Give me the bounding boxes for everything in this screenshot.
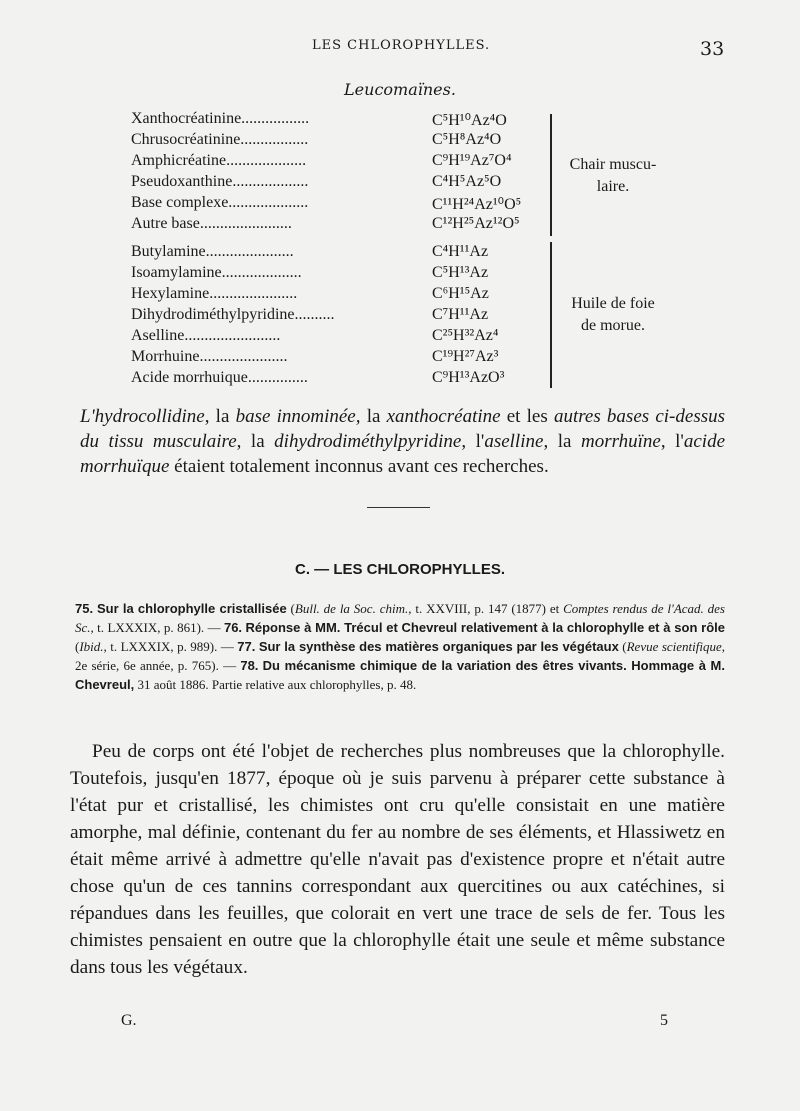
text: ( — [618, 639, 627, 654]
text: et les — [500, 406, 554, 427]
term: xanthocréatine — [386, 406, 501, 427]
compound-formula: C²⁵H³²Az⁴ — [432, 327, 499, 344]
compound-name: Morrhuine...................... — [131, 348, 288, 365]
ref-title: Sur la chlorophylle cristallisée — [96, 601, 287, 616]
ref-title: Sur la synthèse des matières organiques par les végétaux — [258, 639, 619, 654]
section-title: C. — LES CHLOROPHYLLES. — [294, 561, 505, 578]
text: étaient totalement inconnus avant ces recherches. — [169, 456, 549, 477]
compound-name: Amphicréatine.................... — [131, 152, 307, 169]
compound-formula: C⁴H⁵Az⁵O — [432, 173, 502, 190]
text: , t. LXXXIX, p. 989). — — [103, 639, 238, 654]
term: acide morrhuïque — [80, 431, 726, 477]
compound-name: Dihydrodiméthylpyridine.......... — [131, 306, 335, 323]
compound-formula: C⁵H¹⁰Az⁴O — [432, 112, 507, 129]
group-label-huile — [553, 293, 673, 337]
compound-name: Aselline........................ — [131, 327, 281, 344]
body-paragraph: Peu de corps ont été l'objet de recherches plus nombreuses que la chlorophylle. Toutefois, jusqu'en 1877, époque où je suis parvenu à préparer cette substance à l'état pur et cristallisé, les chimistes ont cru qu'elle consistait en une matière amorphe, mal définie, contenant du fer au nombre de ses éléments, et Hlassiwetz en était même arrivé à admettre qu'elle n'avait pas d'existence propre et n'était autre chose qu'un de ces tannins correspondant aux quercitines ou aux catéchines, si répandues dans les feuilles, que colorait en vert une trace de sels de fer. Tous les chimistes pensaient en outre que la chlorophylle était une seule et même substance dans tous les végétaux. — [70, 741, 725, 978]
group-label-line: Chair muscu- — [569, 156, 657, 173]
intro-paragraph — [80, 404, 725, 479]
compound-name: Hexylamine...................... — [131, 285, 298, 302]
text: , 2e série, 6e année, p. 765). — — [75, 639, 725, 673]
compound-formula: C⁴H¹¹Az — [432, 243, 489, 260]
group-label-line: de morue. — [581, 317, 645, 334]
ref-title: Du mécanisme chimique de la variation des êtres vivants. Hommage à M. Chevreul, — [75, 658, 725, 692]
compound-formula: C⁷H¹¹Az — [432, 306, 489, 323]
compound-formula: C⁵H¹³Az — [432, 264, 489, 281]
signature-mark: G. — [121, 1012, 137, 1029]
term: morrhuïne — [580, 431, 661, 452]
text: , l' — [660, 431, 684, 452]
group-label-chair — [553, 154, 673, 198]
table-row — [131, 215, 691, 236]
term: autres bases ci-dessus du tissu musculaire — [80, 406, 725, 452]
compound-formula: C⁶H¹⁵Az — [432, 285, 489, 302]
table-row — [131, 348, 691, 369]
ref-source: Comptes rendus de l'Acad. des Sc. — [75, 601, 725, 635]
sheet-number: 5 — [660, 1012, 668, 1029]
compound-name: Chrusocréatinine................. — [131, 131, 309, 148]
group-label-line: Huile de foie — [571, 295, 655, 312]
running-title: LES CHLOROPHYLLES. — [312, 38, 491, 53]
ref-source: Bull. de la Soc. chim. — [294, 601, 409, 616]
divider-rule — [367, 507, 430, 508]
table-row — [131, 369, 691, 390]
text: ( — [286, 601, 295, 616]
table-row — [131, 110, 691, 131]
compound-formula: C¹²H²⁵Az¹²O⁵ — [432, 215, 520, 232]
compound-name: Isoamylamine.................... — [131, 264, 302, 281]
compound-name: Pseudoxanthine................... — [131, 173, 309, 190]
compound-name: Butylamine...................... — [131, 243, 294, 260]
text: , t. LXXXIX, p. 861). — — [90, 620, 224, 635]
text: , la — [236, 431, 275, 452]
compound-name: Acide morrhuique............... — [131, 369, 308, 386]
ref-number: 77. — [237, 639, 256, 654]
term: base innominée, — [235, 406, 361, 427]
term: aselline — [484, 431, 544, 452]
references-block — [75, 599, 725, 694]
compound-formula: C¹⁹H²⁷Az³ — [432, 348, 499, 365]
text: , la — [204, 406, 236, 427]
ref-source: Ibid. — [79, 639, 104, 654]
compound-name: Autre base....................... — [131, 215, 292, 232]
table-row — [131, 131, 691, 152]
ref-number: 78. — [240, 658, 259, 673]
term: dihydrodiméthylpyridine — [274, 431, 462, 452]
ref-number: 76. — [223, 620, 243, 635]
table-row — [131, 264, 691, 285]
compound-name: Base complexe.................... — [131, 194, 309, 211]
page-number: 33 — [700, 38, 725, 60]
text: , t. XXVIII, p. 147 (1877) et — [408, 601, 564, 616]
text: ( — [75, 639, 80, 654]
compound-formula: C⁹H¹⁹Az⁷O⁴ — [432, 152, 512, 169]
compound-formula: C⁵H⁸Az⁴O — [432, 131, 502, 148]
text: , la — [543, 431, 581, 452]
text: la — [360, 406, 387, 427]
group-label-line: laire. — [596, 178, 630, 195]
compound-formula: C⁹H¹³AzO³ — [432, 369, 505, 386]
table-row — [131, 243, 691, 264]
term: L'hydrocollidine — [80, 406, 205, 427]
ref-title: Réponse à MM. Trécul et Chevreul relativement à la chlorophylle et à son rôle — [245, 620, 725, 635]
subheading-leucomaines: Leucomaïnes. — [344, 80, 456, 99]
text: , l' — [461, 431, 485, 452]
ref-source: Revue scientifique — [626, 639, 722, 654]
ref-number: 75. — [75, 601, 94, 616]
compound-name: Xanthocréatinine................. — [131, 110, 310, 127]
compound-formula: C¹¹H²⁴Az¹⁰O⁵ — [432, 196, 522, 213]
text: 31 août 1886. Partie relative aux chlorophylles, p. 48. — [134, 677, 417, 692]
